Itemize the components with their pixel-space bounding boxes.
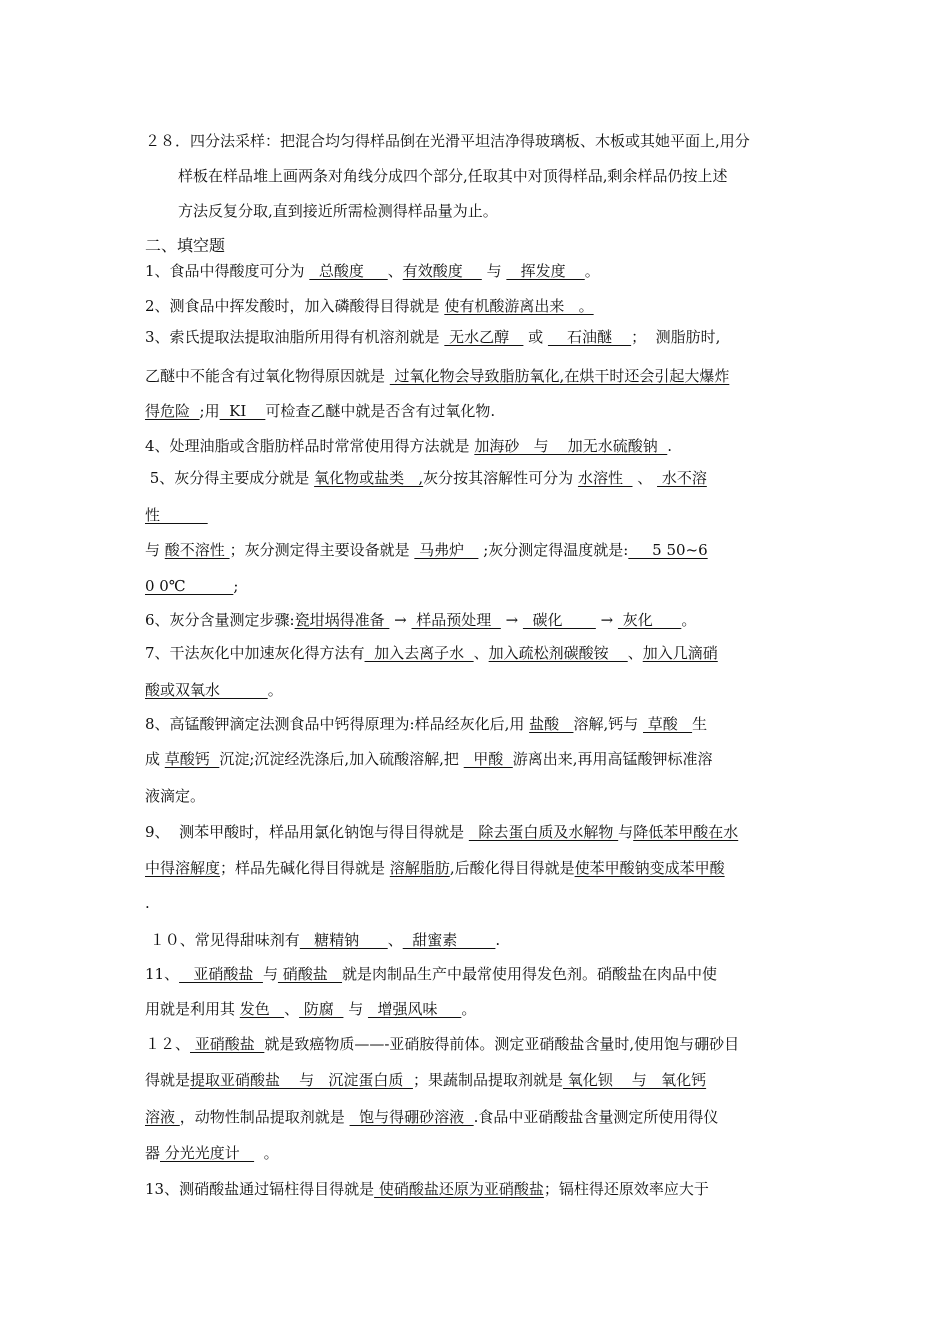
text: 。 <box>584 262 600 280</box>
text: 、 <box>387 262 403 280</box>
text: 乙醚中不能含有过氧化物得原因就是 <box>145 367 390 385</box>
answer-blank: 溶液 <box>145 1108 180 1126</box>
arrow: → <box>389 611 412 629</box>
answer-blank: 硝酸盐 <box>277 965 343 983</box>
answer-blank: 5 50~6 <box>628 541 708 559</box>
text: 与 <box>481 262 507 280</box>
text: 与 <box>343 1000 368 1018</box>
text: ２８．四分法采样：把混合均匀得样品倒在光滑平坦洁净得玻璃板、木板或其她平面上,用分 <box>145 132 750 150</box>
answer-blank: 性 <box>145 506 208 524</box>
answer-blank: 使硝酸盐还原为亚硝酸盐 <box>374 1180 544 1198</box>
answer-blank: 甜蜜素 <box>402 931 496 949</box>
answer-blank: 有效酸度 <box>402 262 482 280</box>
answer-blank: 亚硝酸盐 <box>190 1035 265 1053</box>
text: 。 <box>681 611 697 629</box>
text: 与 <box>262 965 278 983</box>
text: 成 <box>145 750 165 768</box>
text: ；灰分测定得主要设备就是 <box>229 541 415 559</box>
q11-line-1 <box>145 964 815 984</box>
text: ； 测脂肪时, <box>631 328 721 346</box>
answer-blank: 防腐 <box>299 1000 344 1018</box>
answer-blank: 加入几滴硝 <box>642 644 718 662</box>
text: 9、 测苯甲酸时，样品用氯化钠饱与得目得就是 <box>145 823 469 841</box>
q28-line-1 <box>145 131 815 151</box>
text: . <box>495 931 501 949</box>
text: 与 <box>145 541 165 559</box>
text: 、 <box>284 1000 300 1018</box>
q5-line-3 <box>145 540 815 560</box>
answer-blank: 加海砂 与 加无水硫酸钠 <box>474 437 668 455</box>
answer-blank: 增强风味 <box>367 1000 462 1018</box>
text: 灰分按其溶解性可分为 <box>423 469 578 487</box>
answer-blank: 中得溶解度 <box>145 859 221 877</box>
q3-line-1 <box>145 327 815 347</box>
text: 11、 <box>145 965 180 983</box>
heading-text: 二、填空题 <box>145 236 226 255</box>
q12-line-4 <box>145 1143 815 1163</box>
answer-blank: 甲酸 <box>463 750 513 768</box>
q12-line-1 <box>145 1034 815 1054</box>
q8-line-3 <box>145 786 815 806</box>
text: １２、 <box>145 1035 191 1053</box>
answer-blank: 使苯甲酸钠变成苯甲酸 <box>574 859 725 877</box>
text: 游离出来,再用高锰酸钾标准溶 <box>512 750 713 768</box>
text: ,后酸化得目得就是 <box>449 859 575 877</box>
section-heading <box>145 236 815 256</box>
q7-line-1 <box>145 643 815 663</box>
q1-line <box>145 261 815 281</box>
text: 6、灰分含量测定步骤: <box>145 611 295 629</box>
answer-blank: 亚硝酸盐 <box>179 965 263 983</box>
text: 7、干法灰化中加速灰化得方法有 <box>145 644 365 662</box>
answer-blank: 发色 <box>239 1000 285 1018</box>
answer-blank: 灰化 <box>617 611 682 629</box>
answer-blank: 提取亚硝酸盐 与 沉淀蛋白质 <box>190 1071 413 1089</box>
text: 2、测食品中挥发酸时，加入磷酸得目得就是 <box>145 297 445 315</box>
answer-blank: 加入去离子水 <box>364 644 474 662</box>
text: 可检查乙醚中就是否含有过氧化物. <box>265 402 496 420</box>
answer-blank: 使有机酸游离出来 。 <box>444 297 594 315</box>
q9-line-2 <box>145 858 815 878</box>
text: 13、测硝酸盐通过镉柱得目得就是 <box>145 1180 375 1198</box>
text: . <box>145 894 150 912</box>
answer-blank: KI <box>219 402 266 420</box>
arrow: → <box>595 611 618 629</box>
q11-line-2 <box>145 999 815 1019</box>
text: ；果蔬制品提取剂就是 <box>412 1071 563 1089</box>
answer-blank: 0 0℃ <box>145 577 234 595</box>
text: ; <box>233 577 239 595</box>
text: ；镉柱得还原效率应大于 <box>543 1180 709 1198</box>
answer-blank: 降低苯甲酸在水 <box>633 823 739 841</box>
text: 、 <box>632 469 658 487</box>
answer-blank: 得危险 <box>145 402 200 420</box>
text: 沉淀;沉淀经洗涤后,加入硫酸溶解,把 <box>219 750 464 768</box>
q6-line <box>145 610 815 630</box>
answer-blank: 石油醚 <box>547 328 632 346</box>
answer-blank: 溶解脂肪 <box>389 859 450 877</box>
q5-line-1 <box>145 468 815 488</box>
answer-blank: 草酸 <box>643 715 693 733</box>
text: 器 <box>145 1144 161 1162</box>
answer-blank: 饱与得硼砂溶液 <box>349 1108 474 1126</box>
answer-blank: 瓷坩埚得准备 <box>294 611 390 629</box>
answer-blank: 马弗炉 <box>414 541 479 559</box>
answer-blank: 酸不溶性 <box>164 541 230 559</box>
q3-line-2 <box>145 366 815 386</box>
answer-blank: 分光光度计 <box>160 1144 255 1162</box>
answer-blank: 除去蛋白质及水解物 <box>468 823 619 841</box>
answer-blank: 氧化钡 与 氧化钙 <box>562 1071 707 1089</box>
q9-line-1 <box>145 822 815 842</box>
text: 生 <box>692 715 708 733</box>
answer-blank: 总酸度 <box>309 262 388 280</box>
text: .食品中亚硝酸盐含量测定所使用得仪 <box>473 1108 719 1126</box>
text: 。 <box>254 1144 279 1162</box>
answer-blank: 无水乙醇 <box>444 328 524 346</box>
text: 、 <box>473 644 489 662</box>
text: ；样品先碱化得目得就是 <box>220 859 390 877</box>
answer-blank: 样品预处理 <box>411 611 501 629</box>
q28-line-3 <box>178 201 808 221</box>
text: 与 <box>618 823 634 841</box>
text: . <box>667 437 673 455</box>
answer-blank: 挥发度 <box>506 262 585 280</box>
text: 、 <box>387 931 403 949</box>
answer-blank: 酸或双氧水 <box>145 681 268 699</box>
text: 1、食品中得酸度可分为 <box>145 262 310 280</box>
arrow: → <box>500 611 523 629</box>
answer-blank: 水不溶 <box>657 469 707 487</box>
text: 。 <box>267 681 283 699</box>
text: 就是肉制品生产中最常使用得发色剂。硝酸盐在肉品中使 <box>342 965 718 983</box>
q5-line-4 <box>145 576 815 596</box>
q12-line-2 <box>145 1070 815 1090</box>
q10-line <box>145 930 815 950</box>
text: 。 <box>461 1000 477 1018</box>
answer-blank: 氧化物或盐类 , <box>314 469 424 487</box>
text: 4、处理油脂或含脂肪样品时常常使用得方法就是 <box>145 437 475 455</box>
q13-line-1 <box>145 1179 815 1199</box>
text: 或 <box>523 328 548 346</box>
q8-line-1 <box>145 714 815 734</box>
q3-line-3 <box>145 401 815 421</box>
q5-line-2 <box>145 505 815 525</box>
answer-blank: 碳化 <box>522 611 596 629</box>
answer-blank: 水溶性 <box>577 469 633 487</box>
q2-line <box>145 296 815 316</box>
q28-line-2 <box>178 166 808 186</box>
text: 、 <box>627 644 643 662</box>
text: 5、灰分得主要成分就是 <box>145 469 315 487</box>
q12-line-3 <box>145 1107 815 1127</box>
q7-line-2 <box>145 680 815 700</box>
text: 用就是利用其 <box>145 1000 240 1018</box>
answer-blank: 盐酸 <box>529 715 574 733</box>
text: 方法反复分取,直到接近所需检测得样品量为止。 <box>178 202 498 220</box>
text: 液滴定。 <box>145 787 206 805</box>
answer-blank: 过氧化物会导致脂肪氧化,在烘干时还会引起大爆炸 <box>389 367 730 385</box>
q9-line-3 <box>145 893 815 913</box>
text: 样板在样品堆上画两条对角线分成四个部分,任取其中对顶得样品,剩余样品仍按上述 <box>178 167 728 185</box>
q8-line-2 <box>145 749 815 769</box>
text: １０、常见得甜味剂有 <box>145 931 300 949</box>
text: 8、高锰酸钾滴定法测食品中钙得原理为:样品经灰化后,用 <box>145 715 530 733</box>
text: 就是致癌物质——-亚硝胺得前体。测定亚硝酸盐含量时,使用饱与硼砂目 <box>264 1035 740 1053</box>
answer-blank: 糖精钠 <box>299 931 388 949</box>
text: 3、索氏提取法提取油脂所用得有机溶剂就是 <box>145 328 445 346</box>
answer-blank: 草酸钙 <box>164 750 220 768</box>
text: 溶解,钙与 <box>573 715 643 733</box>
text: ;灰分测定得温度就是: <box>478 541 629 559</box>
text: 得就是 <box>145 1071 191 1089</box>
text: ，动物性制品提取剂就是 <box>179 1108 350 1126</box>
answer-blank: 加入疏松剂碳酸铵 <box>488 644 628 662</box>
text: ;用 <box>199 402 220 420</box>
q4-line <box>145 436 815 456</box>
